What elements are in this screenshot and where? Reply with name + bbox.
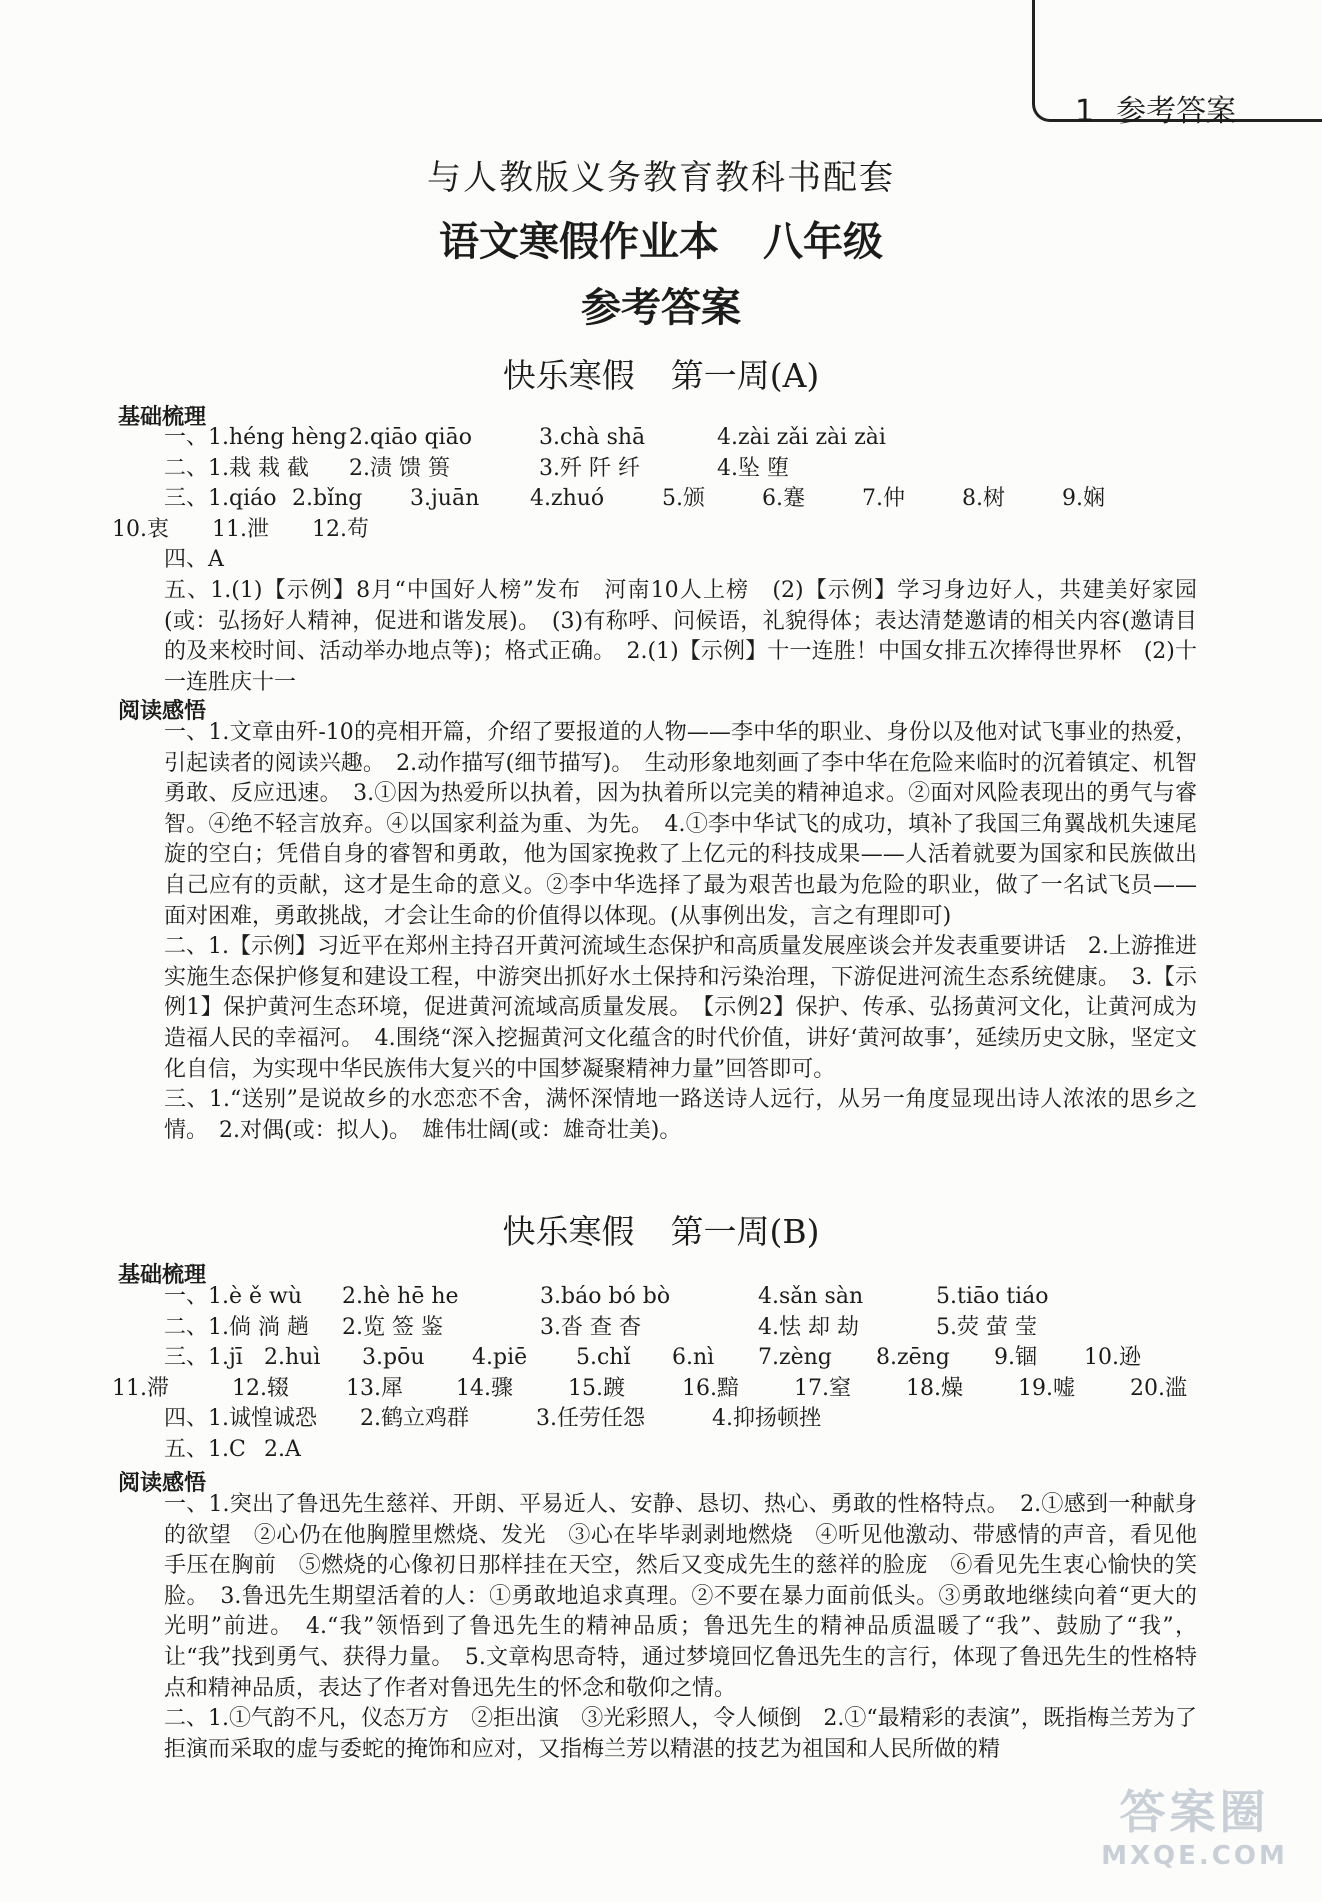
answer-item: 2.huì [264,1345,321,1371]
answer-item: 17.窒 [794,1375,851,1401]
answer-item: 4.坠 堕 [717,455,789,481]
answer-item: 3.沓 查 杳 [540,1314,641,1340]
week-b-basic-section [112,1282,1197,1466]
answer-item: 4.怯 却 劫 [758,1314,859,1340]
answer-item: 二、1.倘 淌 趟 [164,1314,309,1340]
answer-item: 14.骤 [456,1375,513,1401]
watermark-text-bottom: MXQE.COM [1101,1841,1288,1871]
answer-item: 10.衷 [112,516,169,542]
answer-item: 6.蹇 [762,486,805,512]
page-title: 参考答案 [581,285,741,331]
watermark-text-top: 答案圈 [1119,1785,1270,1839]
answer-item: 10.逊 [1084,1345,1141,1371]
week-b-basic-label: 基础梳理 [118,1263,207,1288]
answer-item: 2.鹤立鸡群 [360,1406,469,1432]
week-a-reading-section [112,718,1197,1146]
answer-item: 7.zèng [758,1345,832,1371]
watermark-logo [1087,1784,1302,1884]
answer-item: 13.犀 [346,1375,403,1401]
answer-item: 2.览 签 鉴 [342,1314,443,1340]
answer-item: 12.辍 [232,1375,289,1401]
week-b-basic-line [112,1282,1197,1313]
answer-item: 5.颁 [662,486,705,512]
week-a-title-a: 快乐寒假 [502,356,635,395]
week-b-basic-line [112,1313,1197,1344]
answer-item: 4.抑扬顿挫 [712,1406,821,1432]
answer-item: 3.歼 阡 纤 [539,455,640,481]
answer-item: 16.黯 [682,1375,739,1401]
answer-item: 3.chà shā [539,425,646,450]
answer-item: 2.渍 馈 篑 [349,455,450,481]
answer-item: 3.任劳任怨 [536,1406,645,1432]
answer-item: 9.锢 [994,1345,1037,1371]
week-a-reading-para: 三、1.“送别”是说故乡的水恋恋不舍，满怀深情地一路送诗人远行，从另一角度显现出诗人浓浓的思乡之情。 2.对偶(或：拟人)。 雄伟壮阔(或：雄奇壮美)。 [164,1087,1197,1143]
week-b-reading-para: 二、1.①气韵不凡，仪态万方 ②拒出演 ③光彩照人，令人倾倒 2.①“最精彩的表演”，既指梅兰芳为了拒演而采取的虚与委蛇的掩饰和应对，又指梅兰芳以精湛的技艺为祖国和人民所做的精 [164,1706,1197,1762]
answer-item: 三、1.jī [164,1345,243,1371]
answer-item: 3.báo bó bò [540,1284,671,1309]
answer-item: 3.pōu [362,1345,425,1371]
answer-item: 五、1.C [164,1436,246,1462]
week-a-basic-line [112,515,1197,546]
week-b-basic-line [112,1374,1197,1405]
week-a-reading-para: 二、1.【示例】习近平在郑州主持召开黄河流域生态保护和高质量发展座谈会并发表重要讲话 2.上游推进实施生态保护修复和建设工程，中游突出抓好水土保持和污染治理，下游促进河流生态系统健康。 3.【示例1】保护黄河生态环境，促进黄河流域高质量发展。 【示例2】保护、传承、弘扬黄河文化，让黄河成为造福人民的幸福河。 4.围绕“深入挖掘黄河文化蕴含的时代价值，讲好‘黄河故事’，延续历史文脉，坚定文化自信，为实现中华民族伟大复兴的中国梦凝聚精神力量”回答即可。 [164,934,1197,1082]
book-subtitle: 与人教版义务教育教科书配套 [427,158,895,198]
week-a-title [0,350,1322,397]
answer-item: 2.hè hē he [342,1284,459,1309]
week-a-basic-line [112,454,1197,485]
page-header-tab [1032,0,1322,129]
week-a-basic-para: 五、1.(1)【示例】8月“中国好人榜”发布 河南10人上榜 (2)【示例】学习身边好人，共建美好家园(或：弘扬好人精神，促进和谐发展)。 (3)有称呼、问候语，礼貌得体；表达清楚邀请的相关内容(邀请目的及来校时间、活动举办地点等)；格式正确。 2.(1)【示例】十一连胜！中国女排五次捧得世界杯 (2)十一连胜庆十一 [164,577,1197,695]
answer-item: 9.娴 [1062,486,1105,512]
answer-item: 5.chǐ [576,1345,631,1371]
answer-item: 2.bǐng [292,486,363,512]
answer-item: 6.nì [672,1345,715,1371]
book-title [0,210,1322,267]
week-b-title-b: 第一周(B) [670,1212,820,1251]
answer-item: 四、1.诚惶诚恐 [164,1406,317,1432]
week-a-basic-line: 四、A [164,547,224,573]
week-b-title [0,1206,1322,1253]
week-b-reading-label: 阅读感悟 [118,1471,207,1496]
answer-item: 2.qiāo qiāo [349,425,472,450]
week-b-basic-line [112,1435,1197,1466]
week-a-basic-section [112,423,1197,698]
answer-item: 一、1.héng hèng [164,425,347,450]
answer-item: 4.piē [472,1345,528,1371]
answer-item: 5.tiāo tiáo [936,1284,1049,1309]
week-a-reading-label: 阅读感悟 [118,699,207,724]
answer-item: 11.滞 [112,1375,169,1401]
answer-item: 7.仲 [862,486,905,512]
answer-item: 18.燥 [906,1375,963,1401]
book-title-grade: 八年级 [763,219,883,265]
week-b-reading-section [112,1490,1197,1765]
answer-item: 3.juān [410,486,480,512]
answer-item: 11.泄 [212,516,269,542]
answer-item: 2.A [264,1436,301,1462]
book-title-main: 语文寒假作业本 [439,219,719,265]
answer-item: 20.滥 [1130,1375,1187,1401]
week-a-basic-label: 基础梳理 [118,405,207,430]
answer-item: 8.zēng [876,1345,950,1371]
answer-item: 4.zài zǎi zài zài [717,425,886,450]
answer-item: 4.zhuó [530,486,605,512]
answer-item: 19.嘘 [1018,1375,1075,1401]
week-b-basic-line [112,1343,1197,1374]
answer-item: 5.荧 萤 莹 [936,1314,1037,1340]
answer-item: 4.sǎn sàn [758,1284,864,1309]
week-a-basic-line [112,484,1197,515]
answer-item: 一、1.è ě wù [164,1284,303,1309]
week-b-basic-line [112,1404,1197,1435]
answer-item: 二、1.栽 栽 截 [164,455,309,481]
week-b-title-a: 快乐寒假 [502,1212,635,1251]
answer-item: 三、1.qiáo [164,486,277,512]
answer-item: 15.踱 [568,1375,625,1401]
page-header [1075,86,1236,130]
week-b-reading-para: 一、1.突出了鲁迅先生慈祥、开朗、平易近人、安静、恳切、热心、勇敢的性格特点。 2.①感到一种献身的欲望 ②心仍在他胸膛里燃烧、发光 ③心在毕毕剥剥地燃烧 ④听见他激动、带感情的声音，看见他手压在胸前 ⑤燃烧的心像初日那样挂在天空，然后又变成先生的慈祥的脸庞 ⑥看见先生衷心愉快的笑脸。 3.鲁迅先生期望活着的人：①勇敢地追求真理。②不要在暴力面前低头。③勇敢地继续向着“更大的光明”前进。 4.“我”领悟到了鲁迅先生的精神品质；鲁迅先生的精神品质温暖了“我”、鼓励了“我”，让“我”找到勇气、获得力量。 5.文章构思奇特，通过梦境回忆鲁迅先生的言行，体现了鲁迅先生的性格特点和精神品质，表达了作者对鲁迅先生的怀念和敬仰之情。 [164,1492,1197,1701]
week-a-basic-line [112,423,1197,454]
week-a-reading-para: 一、1.文章由歼-10的亮相开篇，介绍了要报道的人物——李中华的职业、身份以及他对试飞事业的热爱，引起读者的阅读兴趣。 2.动作描写(细节描写)。 生动形象地刻画了李中华在危险来临时的沉着镇定、机智勇敢、反应迅速。 3.①因为热爱所以执着，因为执着所以完美的精神追求。②面对风险表现出的勇气与睿智。④绝不轻言放弃。④以国家利益为重、为先。 4.①李中华试飞的成功，填补了我国三角翼战机失速尾旋的空白；凭借自身的睿智和勇敢，他为国家挽救了上亿元的科技成果——人活着就要为国家和民族做出自己应有的贡献，这才是生命的意义。②李中华选择了最为艰苦也最为危险的职业，做了一名试飞员——面对困难，勇敢挑战，才会让生命的价值得以体现。(从事例出发，言之有理即可) [164,720,1197,929]
page-header-title: 参考答案 [1116,94,1237,129]
answer-item: 8.树 [962,486,1005,512]
page-number: 1 [1075,94,1095,129]
answer-item: 12.苟 [312,516,369,542]
week-a-title-b: 第一周(A) [670,356,820,395]
